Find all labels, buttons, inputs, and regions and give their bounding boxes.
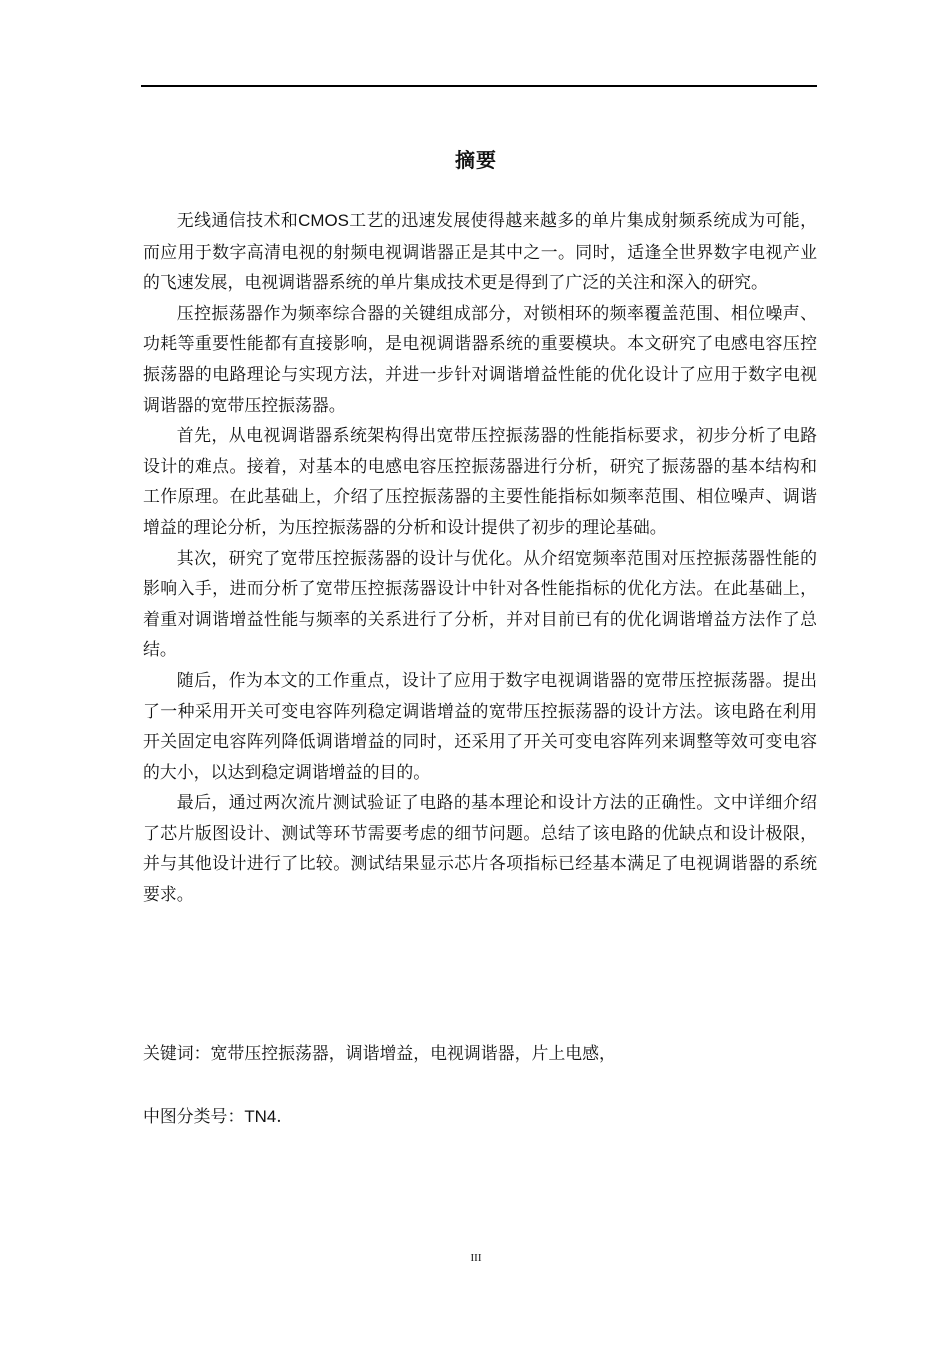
cmos-term: CMOS [298, 211, 349, 230]
page-number: III [470, 1252, 482, 1264]
abstract-body [143, 205, 817, 910]
classification-line [143, 1101, 817, 1132]
abstract-paragraph-3: 首先，从电视调谐器系统架构得出宽带压控振荡器的性能指标要求，初步分析了电路设计的难点。接着，对基本的电感电容压控振荡器进行分析，研究了振荡器的基本结构和工作原理。在此基础上，介绍了压控振荡器的主要性能指标如频率范围、相位噪声、调谐增益的理论分析，为压控振荡器的分析和设计提供了初步的理论基础。 [143, 425, 817, 537]
keywords-line: 关键词：宽带压控振荡器，调谐增益，电视调谐器，片上电感， [143, 1043, 616, 1063]
abstract-paragraph-2: 压控振荡器作为频率综合器的关键组成部分，对锁相环的频率覆盖范围、相位噪声、功耗等重要性能都有直接影响，是电视调谐器系统的重要模块。本文研究了电感电容压控振荡器的电路理论与实现方法，并进一步针对调谐增益性能的优化设计了应用于数字电视调谐器的宽带压控振荡器。 [143, 302, 817, 415]
classification-label: 中图分类号： [143, 1106, 245, 1126]
header-rule [141, 85, 817, 87]
classification-code: TN4 [244, 1107, 277, 1126]
abstract-paragraph-1 [143, 205, 817, 298]
classification-suffix: . [276, 1106, 282, 1126]
abstract-paragraph-6: 最后，通过两次流片测试验证了电路的基本理论和设计方法的正确性。文中详细介绍了芯片版图设计、测试等环节需要考虑的细节问题。总结了该电路的优缺点和设计极限，并与其他设计进行了比较。测试结果显示芯片各项指标已经基本满足了电视调谐器的系统要求。 [143, 792, 817, 905]
paragraph-1-text-after: 工艺的迅速发展使得越来越多的单片集成射频系统成为可能，而应用于数字高清电视的射频电视调谐器正是其中之一。同时，适逢全世界数字电视产业的飞速发展，电视调谐器系统的单片集成技术更是得到了广泛的关注和深入的研究。 [143, 210, 818, 293]
abstract-paragraph-4: 其次，研究了宽带压控振荡器的设计与优化。从介绍宽频率范围对压控振荡器性能的影响入手，进而分析了宽带压控振荡器设计中针对各性能指标的优化方法。在此基础上，着重对调谐增益性能与频率的关系进行了分析，并对目前已有的优化调谐增益方法作了总结。 [143, 547, 817, 660]
abstract-paragraph-5: 随后，作为本文的工作重点，设计了应用于数字电视调谐器的宽带压控振荡器。提出了一种采用开关可变电容阵列稳定调谐增益的宽带压控振荡器的设计方法。该电路在利用开关固定电容阵列降低调谐增益的同时，还采用了开关可变电容阵列来调整等效可变电容的大小，以达到稳定调谐增益的目的。 [143, 669, 817, 782]
abstract-title: 摘要 [455, 148, 497, 172]
paragraph-1-text-before: 无线通信技术和 [176, 210, 299, 230]
